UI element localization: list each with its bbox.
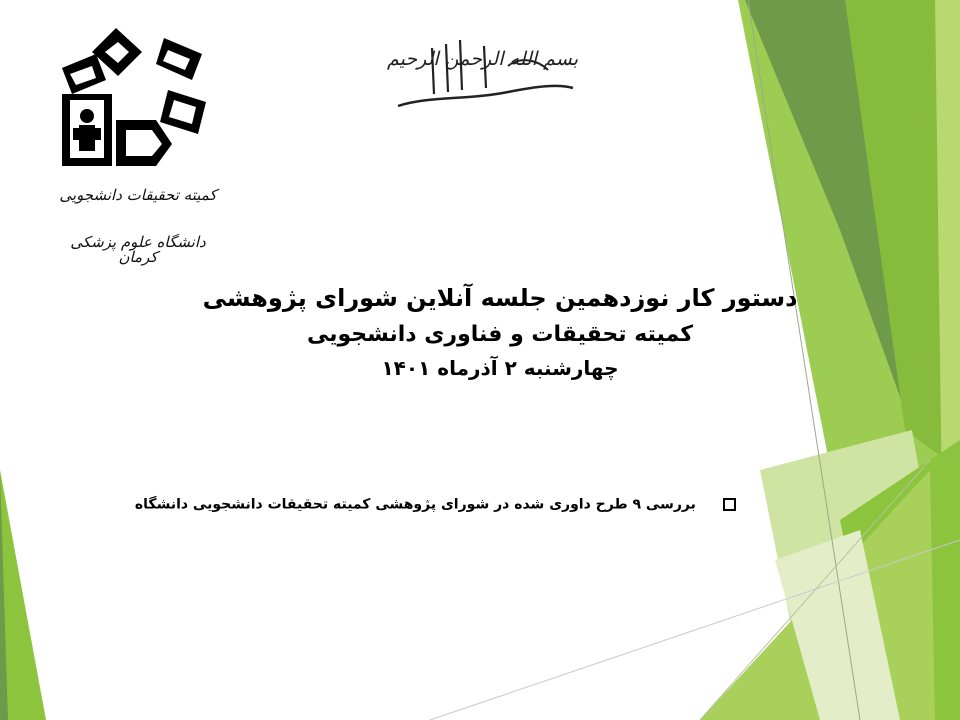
basmala-calligraphy: [388, 26, 578, 121]
agenda-item-text: بررسی ۹ طرح داوری شده در شورای پژوهشی کمیته تحقیقات دانشجویی دانشگاه: [134, 496, 696, 513]
logo-caption-committee: کمیته تحقیقات دانشجویی: [59, 186, 217, 204]
slide-title-line-2: کمیته تحقیقات و فناوری دانشجویی: [306, 322, 694, 347]
slide-title-line-1: دستور کار نوزدهمین جلسه آنلاین شورای پژوهشی: [202, 284, 798, 312]
basmala-text: بسم الله الرحمن الرحیم: [387, 48, 578, 70]
agenda-item: [60, 494, 736, 513]
agenda-list: [60, 494, 736, 513]
slide-date: چهارشنبه ۲ آذرماه ۱۴۰۱: [381, 356, 619, 380]
university-logo: [56, 28, 216, 168]
logo-caption-university: دانشگاه علوم پزشکی کرمان: [70, 233, 206, 266]
checkbox-bullet-icon: [723, 498, 736, 511]
